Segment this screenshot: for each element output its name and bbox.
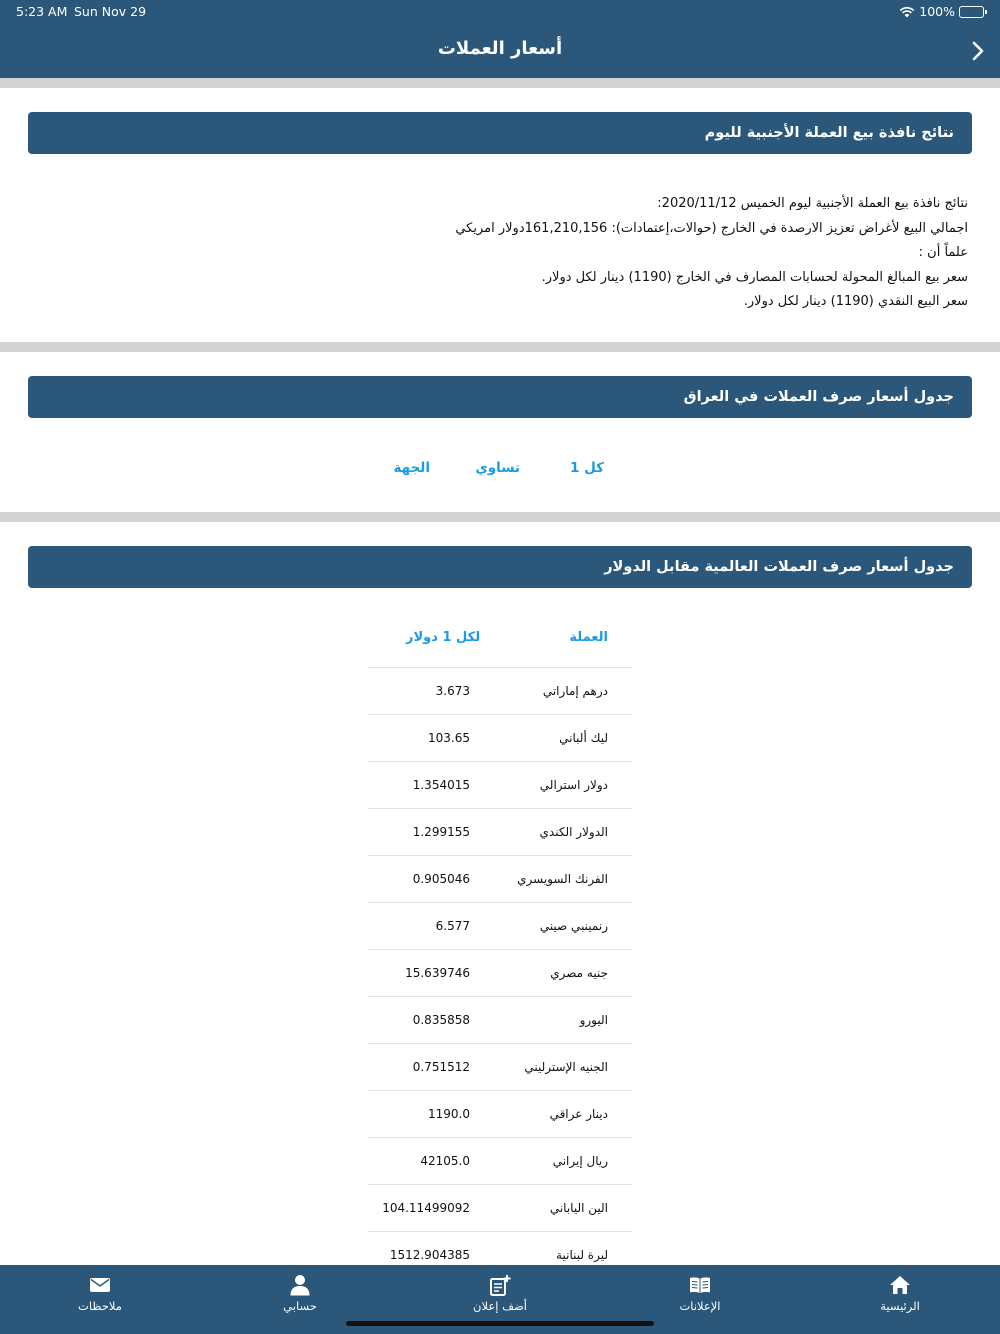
book-icon <box>689 1274 711 1296</box>
tab-notes[interactable] <box>0 1265 200 1334</box>
column-source: الجهة <box>393 460 430 476</box>
chevron-right-icon[interactable] <box>968 40 990 62</box>
currency-rate: 1.354015 <box>412 778 470 792</box>
currency-name: رنمينبي صيني <box>539 919 608 933</box>
table-row <box>368 1185 632 1232</box>
table-row <box>368 1138 632 1185</box>
column-per-dollar: لكل 1 دولار <box>406 630 481 645</box>
battery-percent: 100% <box>919 4 955 19</box>
sales-line: علماً أن : <box>918 245 968 260</box>
currency-rate: 0.905046 <box>412 872 470 886</box>
column-currency: العملة <box>569 630 608 645</box>
sales-line: نتائج نافذة بيع العملة الأجنبية ليوم الخميس 2020/11/12: <box>657 196 968 211</box>
iraq-table-header <box>0 460 1000 480</box>
currency-rate: 1190.0 <box>428 1107 470 1121</box>
top-bar <box>0 0 1000 78</box>
table-row <box>368 668 632 715</box>
table-row <box>368 809 632 856</box>
tab-home[interactable] <box>800 1265 1000 1334</box>
status-bar <box>0 4 1000 20</box>
sales-results-heading: نتائج نافذة بيع العملة الأجنبية لليوم <box>28 112 972 154</box>
table-body <box>368 668 632 1279</box>
page-title: أسعار العملات <box>437 38 563 59</box>
currency-name: ليرة لبنانية <box>556 1248 608 1262</box>
battery-icon <box>959 6 984 18</box>
currency-rate: 15.639746 <box>405 966 470 980</box>
currency-rate: 103.65 <box>428 731 470 745</box>
table-row <box>368 950 632 997</box>
currency-rate: 0.835858 <box>412 1013 470 1027</box>
currency-rate: 42105.0 <box>420 1154 470 1168</box>
status-right <box>899 4 984 19</box>
currency-name: دينار عراقي <box>549 1107 608 1121</box>
home-icon <box>889 1274 911 1296</box>
currency-name: درهم إماراتي <box>542 684 608 698</box>
column-equals: تساوي <box>475 460 520 476</box>
table-row <box>368 1044 632 1091</box>
sales-line: اجمالي البيع لأغراض تعزيز الارصدة في الخارج (حوالات،إعتمادات): 161,210,156دولار امريكي <box>455 220 968 236</box>
currency-name: الين الياباني <box>549 1201 608 1215</box>
currency-rate: 6.577 <box>435 919 470 933</box>
table-row <box>368 997 632 1044</box>
tab-label: ملاحظات <box>78 1299 122 1313</box>
iraq-rates-heading: جدول أسعار صرف العملات في العراق <box>28 376 972 418</box>
tab-label: أضف إعلان <box>473 1299 527 1313</box>
currency-name: ليك ألباني <box>559 731 608 745</box>
status-time: 5:23 AM <box>16 4 68 19</box>
tab-label: حسابي <box>283 1299 317 1313</box>
home-indicator <box>346 1321 654 1326</box>
mail-icon <box>89 1274 111 1296</box>
currency-name: دولار استرالي <box>539 778 608 792</box>
world-rates-heading: جدول أسعار صرف العملات العالمية مقابل الدولار <box>28 546 972 588</box>
add-note-icon <box>489 1274 511 1296</box>
tab-label: الإعلانات <box>679 1299 721 1313</box>
iraq-rates-card <box>0 352 1000 512</box>
column-per-one: كل 1 <box>569 460 604 476</box>
table-row <box>368 903 632 950</box>
table-row <box>368 762 632 809</box>
currency-name: الفرنك السويسري <box>517 872 608 886</box>
world-rates-card <box>0 522 1000 1282</box>
currency-name: الدولار الكندي <box>539 825 608 839</box>
currency-name: الجنيه الإسترليني <box>524 1060 608 1074</box>
table-row <box>368 856 632 903</box>
currency-name: جنيه مصري <box>550 966 608 980</box>
table-header <box>368 618 632 668</box>
sales-line: سعر البيع النقدي (1190) دينار لكل دولار. <box>743 294 968 309</box>
currency-rate: 1512.904385 <box>389 1248 470 1262</box>
table-row <box>368 715 632 762</box>
currency-rate: 104.11499092 <box>382 1201 470 1215</box>
world-rates-table <box>368 618 632 1279</box>
sales-line: سعر بيع المبالغ المحولة لحسابات المصارف في الخارج (1190) دينار لكل دولار. <box>541 269 968 285</box>
currency-name: ريال إيراني <box>552 1154 608 1168</box>
tab-label: الرئيسية <box>880 1299 920 1313</box>
currency-rate: 0.751512 <box>412 1060 470 1074</box>
currency-rate: 3.673 <box>435 684 470 698</box>
currency-rate: 1.299155 <box>412 825 470 839</box>
status-date: Sun Nov 29 <box>74 4 147 19</box>
sales-results-card <box>0 88 1000 342</box>
user-icon <box>289 1274 311 1296</box>
wifi-icon <box>899 6 915 18</box>
currency-name: اليورو <box>579 1013 608 1027</box>
sales-results-text <box>68 192 968 315</box>
table-row <box>368 1091 632 1138</box>
